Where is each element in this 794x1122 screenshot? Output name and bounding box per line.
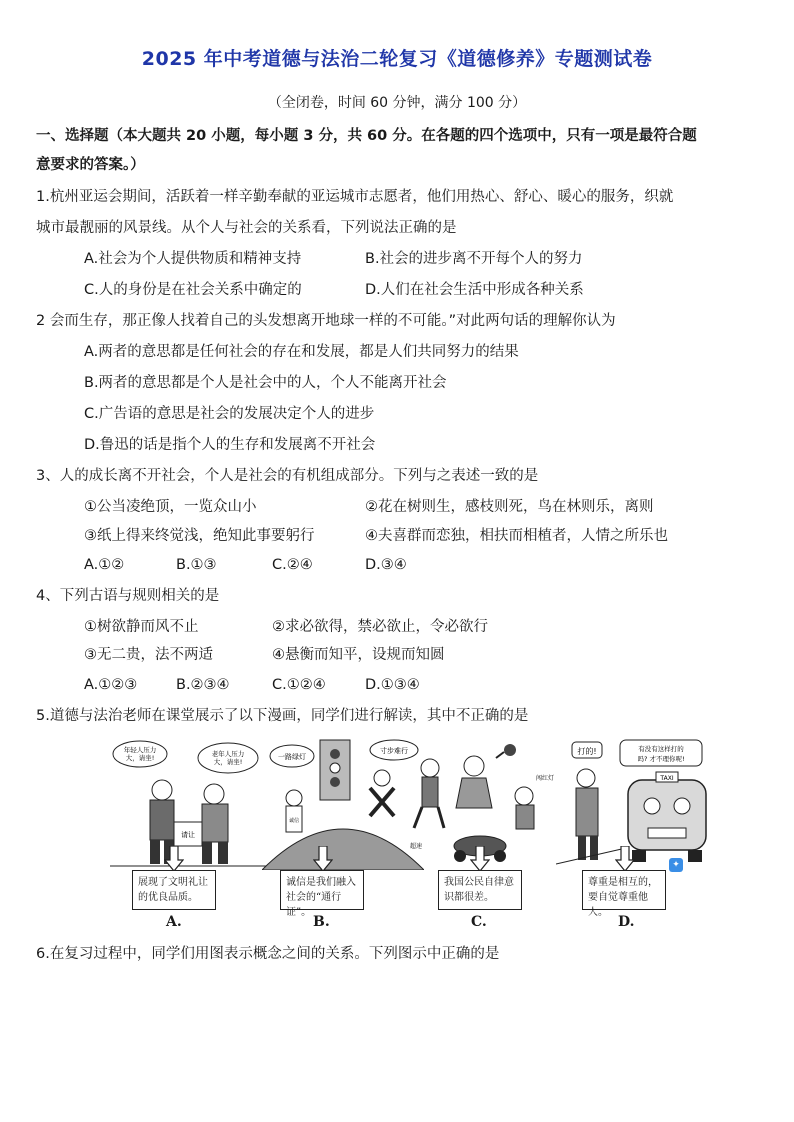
comic-d-label: D. <box>618 914 635 930</box>
comic-a-bubble-2-line1: 老年人压力 <box>211 750 245 758</box>
q3-statement-2: ②花在树则生，感枝则死，鸟在林则乐，离则 <box>365 499 654 515</box>
page-title: 2025 年中考道德与法治二轮复习《道德修养》专题测试卷 <box>141 48 653 70</box>
q2-option-b: B.两者的意思都是个人是社会中的人，个人不能离开社会 <box>84 375 447 391</box>
comic-c-label: C. <box>471 914 487 930</box>
comic-b-label: B. <box>313 914 330 930</box>
comic-b-sign: 诚信 <box>288 818 300 824</box>
down-arrow-icon <box>615 846 635 872</box>
section-heading: 一、选择题（本大题共 20 小题，每小题 3 分，共 60 分。在各题的四个选项中，只有一项是最符合题 <box>36 128 697 144</box>
q4-option-c: C.①②④ <box>272 677 326 693</box>
q4-option-d: D.①③④ <box>365 677 420 693</box>
comic-a-bubble-2-line2: 大，请坐! <box>213 758 243 766</box>
q2-option-c: C.广告语的意思是社会的发展决定个人的进步 <box>84 406 375 422</box>
down-arrow-icon <box>313 846 333 872</box>
q3-option-d: D.③④ <box>365 557 407 573</box>
comic-c-label-2: 超速 <box>410 843 423 850</box>
comic-d-bubble-2-line1: 有没有这样打的 <box>638 745 684 753</box>
comic-c-caption: 我国公民自律意识都很差。 <box>438 870 522 910</box>
down-arrow-icon <box>470 846 490 872</box>
comic-a-illustration <box>110 738 272 870</box>
q3-option-b: B.①③ <box>176 557 217 573</box>
q1-option-b: B.社会的进步离不开每个人的努力 <box>365 251 583 267</box>
comic-d-illustration <box>556 738 718 870</box>
q3-option-a: A.①② <box>84 557 125 573</box>
comic-a-bubble-1-line2: 大，请坐! <box>125 754 155 762</box>
q3-stem: 3、人的成长离不开社会，个人是社会的有机组成部分。下列与之表述一致的是 <box>36 468 539 484</box>
q4-statement-2: ②求必欲得，禁必欲止，令必欲行 <box>272 619 488 635</box>
comic-d-sign: TAXI <box>660 775 674 782</box>
comic-d-bubble-2-line2: 吗? 才不理你呢! <box>637 755 685 763</box>
comic-a-caption: 展现了文明礼让的优良品质。 <box>132 870 216 910</box>
q4-stem: 4、下列古语与规则相关的是 <box>36 588 220 604</box>
q2-option-d: D.鲁迅的话是指个人的生存和发展离不开社会 <box>84 437 376 453</box>
q6-stem: 6.在复习过程中，同学们用图表示概念之间的关系。下列图示中正确的是 <box>36 946 500 962</box>
q5-stem: 5.道德与法治老师在课堂展示了以下漫画，同学们进行解读，其中不正确的是 <box>36 708 529 724</box>
q3-statement-3: ③纸上得来终觉浅，绝知此事要躬行 <box>84 528 315 544</box>
q3-option-c: C.②④ <box>272 557 313 573</box>
q4-option-a: A.①②③ <box>84 677 138 693</box>
comic-c-label-1: 闯红灯 <box>536 775 555 782</box>
q1-stem-cont: 城市最靓丽的风景线。从个人与社会的关系看，下列说法正确的是 <box>36 220 457 236</box>
q1-option-c: C.人的身份是在社会关系中确定的 <box>84 282 302 298</box>
comic-b-bubble-1: 一路绿灯 <box>278 753 306 761</box>
q4-option-b: B.②③④ <box>176 677 230 693</box>
comic-a-sign: 请让 <box>181 831 195 839</box>
comic-b-caption: 诚信是我们融入社会的“通行证”。 <box>280 870 364 910</box>
comic-b-bubble-2: 寸步难行 <box>380 747 408 755</box>
q4-statement-1: ①树欲静而风不止 <box>84 619 199 635</box>
image-badge-icon[interactable]: ✦ <box>669 858 683 872</box>
comic-d-bubble-1: 打的! <box>577 747 597 756</box>
down-arrow-icon <box>164 846 184 872</box>
exam-info: （全闭卷，时间 60 分钟，满分 100 分） <box>267 95 527 111</box>
q4-statement-3: ③无二贵，法不两适 <box>84 647 213 663</box>
q2-stem: 2 会而生存，那正像人找着自己的头发想离开地球一样的不可能。”对此两句话的理解你认为 <box>36 313 616 329</box>
q1-option-d: D.人们在社会生活中形成各种关系 <box>365 282 584 298</box>
q2-option-a: A.两者的意思都是任何社会的存在和发展，都是人们共同努力的结果 <box>84 344 519 360</box>
comic-a-label: A. <box>166 914 182 930</box>
q4-statement-4: ④悬衡而知平，设规而知圆 <box>272 647 445 663</box>
comic-a-bubble-1-line1: 年轻人压力 <box>123 746 157 754</box>
comic-d-caption: 尊重是相互的，要自觉尊重他人。 <box>582 870 666 910</box>
q3-statement-4: ④夫喜群而恋独，相扶而相植者，人情之所乐也 <box>365 528 668 544</box>
q1-option-a: A.社会为个人提供物质和精神支持 <box>84 251 302 267</box>
section-heading-cont: 意要求的答案。） <box>36 157 145 173</box>
q1-stem: 1.杭州亚运会期间，活跃着一样辛勤奉献的亚运城市志愿者，他们用热心、舒心、暖心的服务，织就 <box>36 189 674 205</box>
q3-statement-1: ①公当凌绝顶，一览众山小 <box>84 499 257 515</box>
